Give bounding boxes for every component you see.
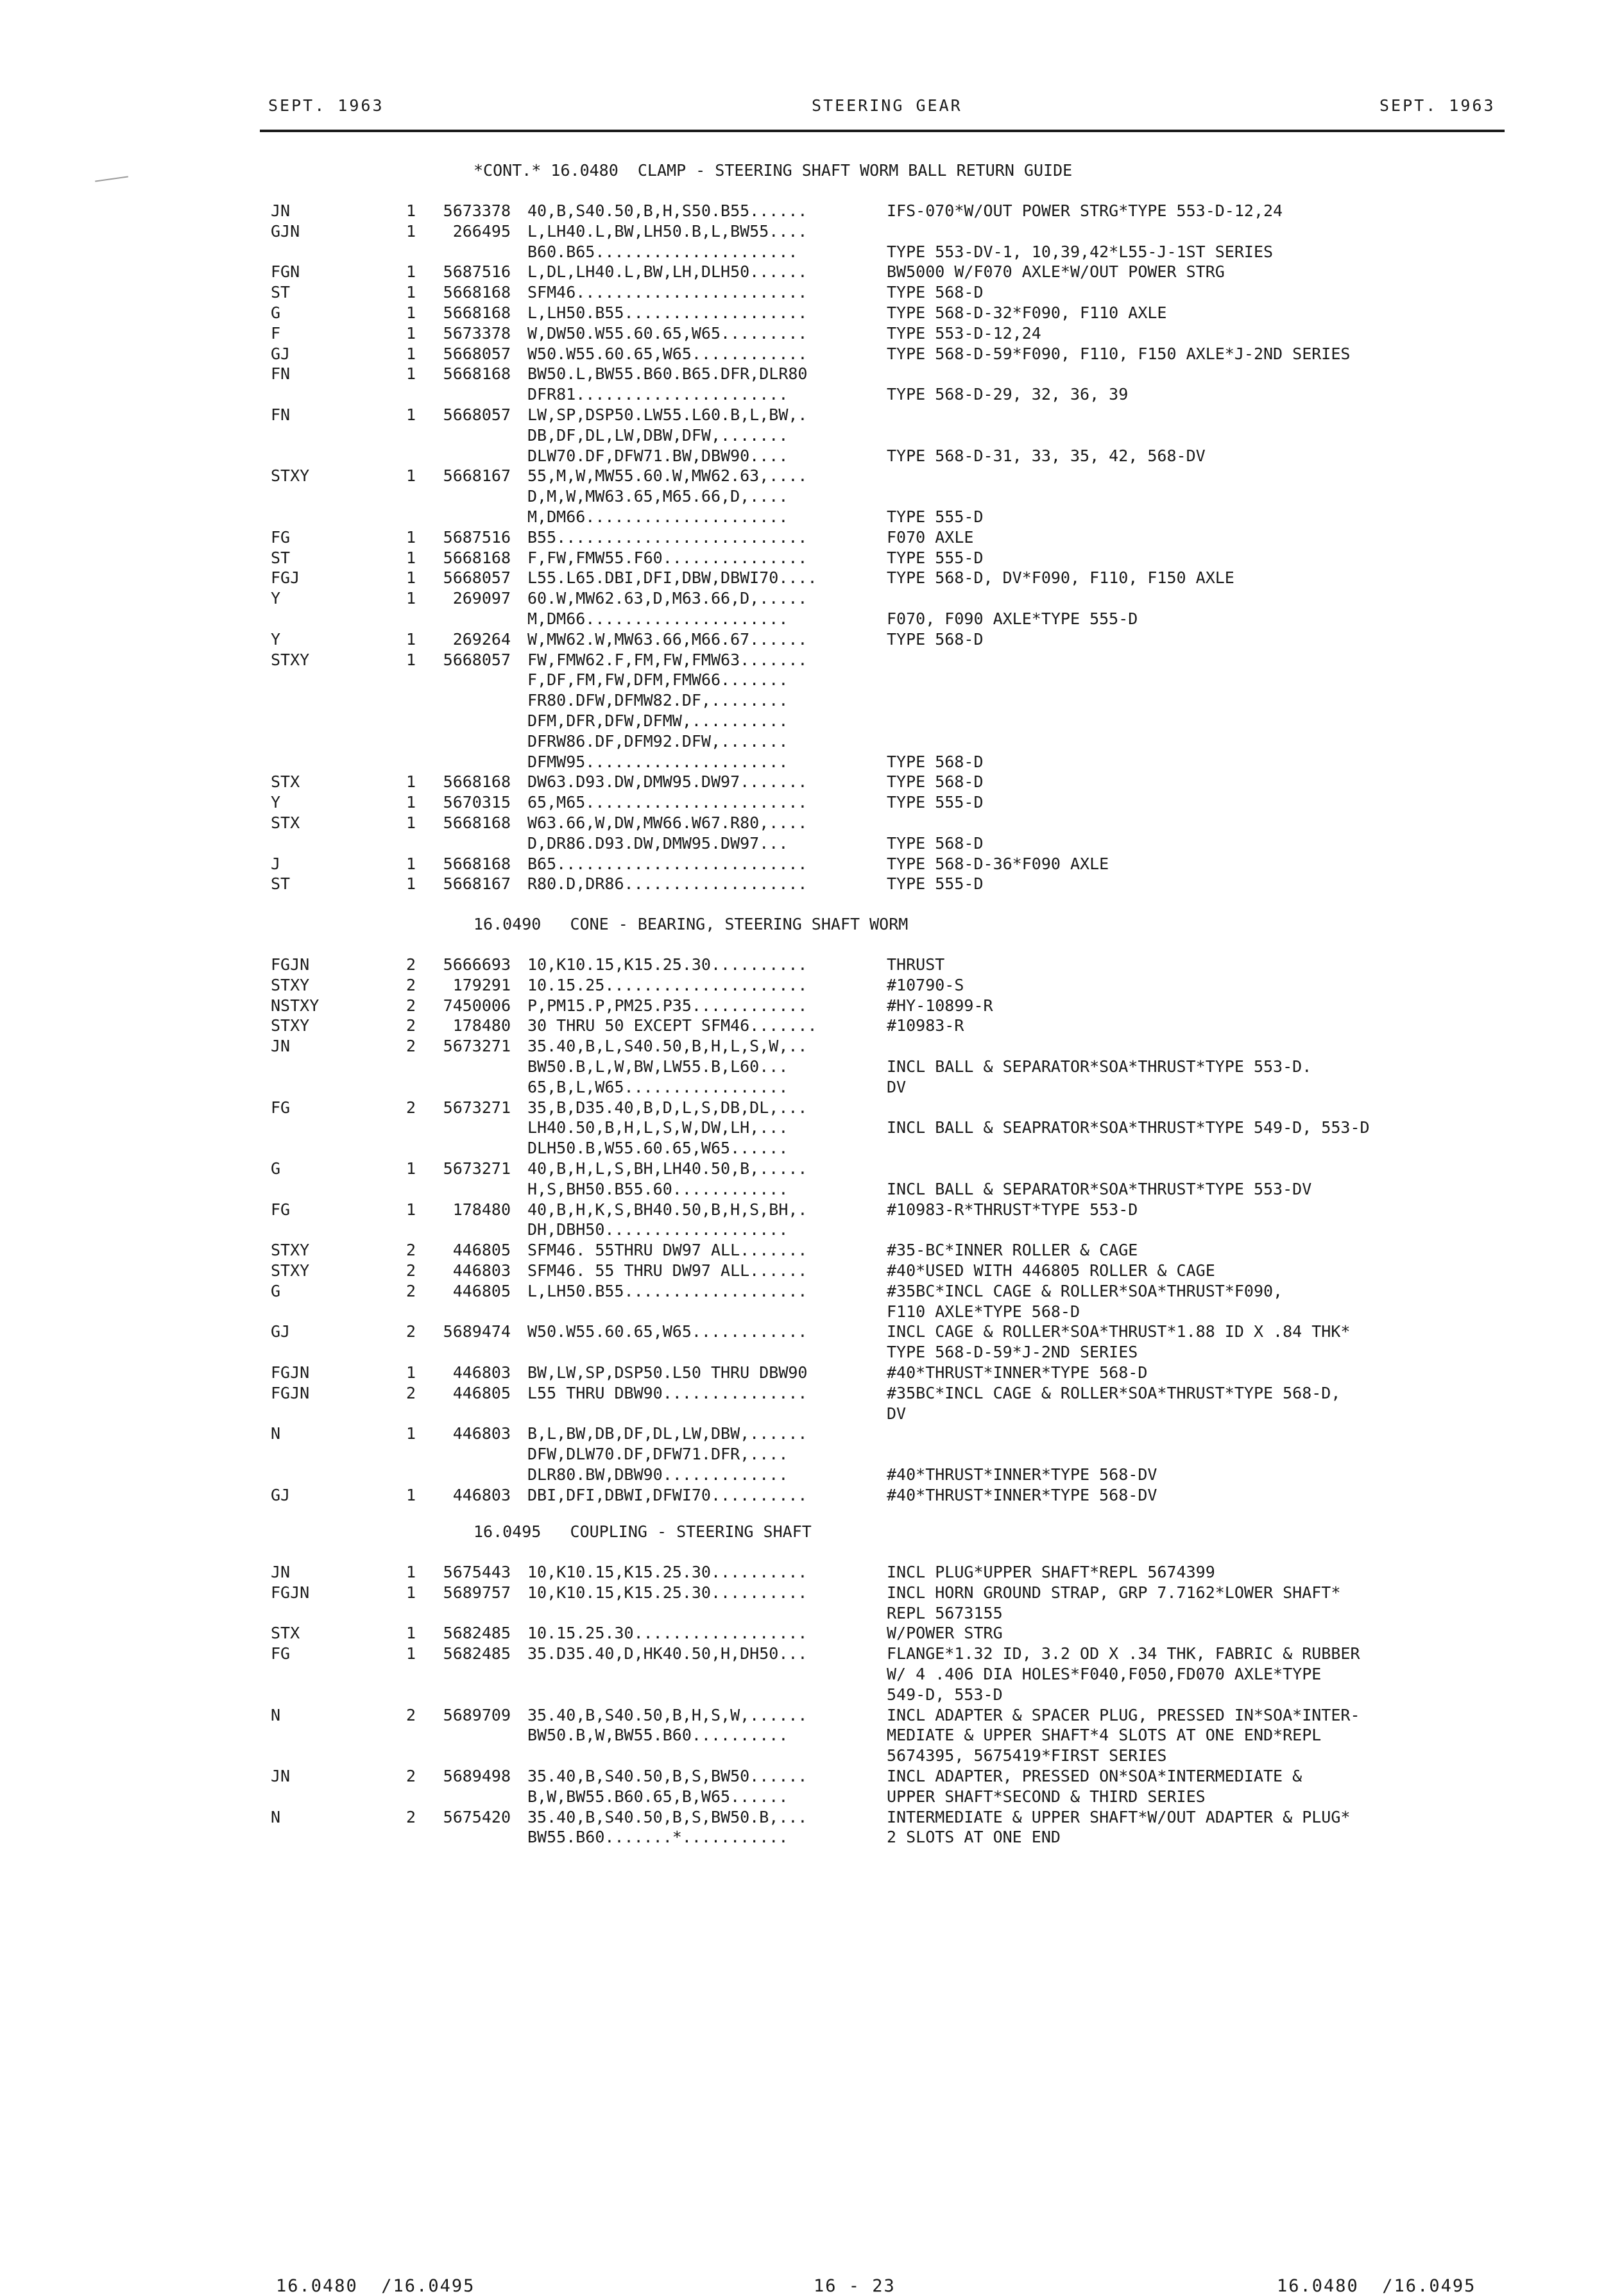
- row-description: INTERMEDIATE & UPPER SHAFT*W/OUT ADAPTER & PLUG*: [887, 1807, 1351, 1826]
- row-application: DFMW95.....................: [527, 752, 789, 771]
- row-application: LH40.50,B,H,L,S,W,DW,LH,...: [527, 1118, 789, 1137]
- row-application: FW,FMW62.F,FM,FW,FMW63.......: [527, 650, 808, 669]
- row-quantity: 1: [406, 1363, 416, 1382]
- row-application: 30 THRU 50 EXCEPT SFM46.......: [527, 1016, 817, 1035]
- row-model-code: FG: [271, 527, 291, 547]
- row-application: BW50.L,BW55.B60.B65.DFR,DLR80: [527, 364, 808, 384]
- row-application: 10,K10.15,K15.25.30..........: [527, 1563, 808, 1581]
- row-description: TYPE 553-D-12,24: [887, 323, 1041, 343]
- header-rule: [260, 130, 1505, 132]
- row-application: DFR81......................: [527, 385, 789, 404]
- row-description: TYPE 568-D: [887, 752, 984, 771]
- row-application: DFRW86.DF,DFM92.DFW,.......: [527, 731, 789, 751]
- row-quantity: 2: [406, 1705, 416, 1724]
- row-quantity: 2: [406, 1261, 416, 1280]
- row-quantity: 1: [406, 793, 416, 812]
- row-description: TYPE 555-D: [887, 793, 984, 812]
- row-part-number: 269097: [452, 589, 511, 608]
- row-description: TYPE 555-D: [887, 507, 984, 526]
- row-model-code: FGN: [271, 262, 300, 282]
- row-application: W50.W55.60.65,W65............: [527, 344, 808, 363]
- row-application: B,W,BW55.B60.65,B,W65......: [527, 1787, 789, 1806]
- row-application: 10,K10.15,K15.25.30..........: [527, 955, 808, 974]
- row-part-number: 5668167: [443, 874, 511, 894]
- row-model-code: STXY: [271, 650, 310, 669]
- row-part-number: 5668168: [443, 813, 511, 832]
- row-description: DV: [887, 1077, 907, 1096]
- row-description: TYPE 568-D: [887, 772, 984, 792]
- row-quantity: 1: [406, 466, 416, 486]
- row-description: BW5000 W/F070 AXLE*W/OUT POWER STRG: [887, 262, 1225, 282]
- row-application: 40,B,S40.50,B,H,S50.B55......: [527, 201, 808, 220]
- row-application: W,MW62.W,MW63.66,M66.67......: [527, 629, 808, 649]
- row-part-number: 5668057: [443, 568, 511, 588]
- row-description: MEDIATE & UPPER SHAFT*4 SLOTS AT ONE END*REPL: [887, 1726, 1322, 1745]
- row-model-code: FG: [271, 1644, 291, 1663]
- header-right-date: SEPT. 1963: [1379, 96, 1496, 115]
- row-model-code: FGJN: [271, 1383, 310, 1402]
- row-part-number: 5675420: [443, 1807, 511, 1826]
- row-part-number: 178480: [452, 1016, 511, 1035]
- row-description: INCL ADAPTER & SPACER PLUG, PRESSED IN*SOA*INTER-: [887, 1705, 1360, 1724]
- row-application: B60.B65.....................: [527, 242, 798, 261]
- row-part-number: 446803: [452, 1363, 511, 1382]
- row-quantity: 1: [406, 1424, 416, 1443]
- row-part-number: 266495: [452, 221, 511, 241]
- continuation-heading: *CONT.* 16.0480 CLAMP - STEERING SHAFT WORM BALL RETURN GUIDE: [474, 161, 1073, 180]
- row-application: DLH50.B,W55.60.65,W65......: [527, 1139, 789, 1158]
- row-model-code: ST: [271, 283, 291, 302]
- row-description: TYPE 568-D-36*F090 AXLE: [887, 854, 1109, 873]
- row-description: TYPE 568-D-32*F090, F110 AXLE: [887, 303, 1167, 322]
- row-description: 5674395, 5675419*FIRST SERIES: [887, 1746, 1167, 1765]
- row-quantity: 1: [406, 1485, 416, 1504]
- row-part-number: 5668167: [443, 466, 511, 486]
- row-description: INCL BALL & SEAPRATOR*SOA*THRUST*TYPE 549-D, 553-D: [887, 1118, 1370, 1137]
- row-description: #35BC*INCL CAGE & ROLLER*SOA*THRUST*F090,: [887, 1281, 1283, 1300]
- row-model-code: FG: [271, 1098, 291, 1117]
- row-quantity: 2: [406, 1383, 416, 1402]
- row-description: #35-BC*INNER ROLLER & CAGE: [887, 1241, 1138, 1260]
- header-left-date: SEPT. 1963: [268, 96, 384, 115]
- row-part-number: 5682485: [443, 1624, 511, 1643]
- row-application: D,M,W,MW63.65,M65.66,D,....: [527, 487, 789, 506]
- row-quantity: 1: [406, 1583, 416, 1602]
- row-model-code: N: [271, 1424, 281, 1443]
- row-part-number: 7450006: [443, 996, 511, 1015]
- row-application: L55 THRU DBW90...............: [527, 1383, 808, 1402]
- row-model-code: ST: [271, 874, 291, 894]
- row-description: TYPE 568-D, DV*F090, F110, F150 AXLE: [887, 568, 1234, 588]
- row-model-code: Y: [271, 793, 281, 812]
- header-title: STEERING GEAR: [812, 96, 962, 115]
- row-model-code: Y: [271, 629, 281, 649]
- row-application: L,DL,LH40.L,BW,LH,DLH50......: [527, 262, 808, 282]
- footer-left-range: 16.0480 /16.0495: [276, 2276, 475, 2296]
- row-application: SFM46. 55 THRU DW97 ALL......: [527, 1261, 808, 1280]
- row-quantity: 1: [406, 527, 416, 547]
- row-part-number: 178480: [452, 1200, 511, 1219]
- row-application: W,DW50.W55.60.65,W65.........: [527, 323, 808, 343]
- row-quantity: 1: [406, 1200, 416, 1219]
- row-description: TYPE 568-D-59*J-2ND SERIES: [887, 1343, 1138, 1362]
- row-description: INCL PLUG*UPPER SHAFT*REPL 5674399: [887, 1563, 1215, 1581]
- row-application: SFM46........................: [527, 283, 808, 302]
- row-description: TYPE 568-D: [887, 283, 984, 302]
- row-application: DW63.D93.DW,DMW95.DW97.......: [527, 772, 808, 792]
- row-part-number: 5670315: [443, 793, 511, 812]
- row-description: 2 SLOTS AT ONE END: [887, 1828, 1061, 1847]
- row-application: LW,SP,DSP50.LW55.L60.B,L,BW,.: [527, 405, 808, 424]
- row-quantity: 2: [406, 1807, 416, 1826]
- row-model-code: STX: [271, 1624, 300, 1643]
- row-part-number: 5673271: [443, 1159, 511, 1178]
- row-description: W/POWER STRG: [887, 1624, 1003, 1643]
- row-part-number: 5668168: [443, 283, 511, 302]
- row-description: #10790-S: [887, 975, 964, 994]
- row-quantity: 1: [406, 629, 416, 649]
- row-quantity: 1: [406, 854, 416, 873]
- section-title: 16.0490 CONE - BEARING, STEERING SHAFT WORM: [474, 915, 909, 933]
- row-model-code: GJ: [271, 1485, 291, 1504]
- row-application: B65..........................: [527, 854, 808, 873]
- row-description: TYPE 568-D-29, 32, 36, 39: [887, 385, 1129, 404]
- row-model-code: G: [271, 303, 281, 322]
- row-description: 549-D, 553-D: [887, 1685, 1003, 1704]
- row-part-number: 5687516: [443, 527, 511, 547]
- row-application: BW50.B,L,W,BW,LW55.B,L60...: [527, 1057, 789, 1076]
- row-application: DFW,DLW70.DF,DFW71.DFR,....: [527, 1445, 789, 1464]
- row-model-code: JN: [271, 1767, 291, 1785]
- row-part-number: 5666693: [443, 955, 511, 974]
- row-description: TYPE 555-D: [887, 548, 984, 567]
- row-application: DH,DBH50...................: [527, 1220, 789, 1239]
- row-quantity: 2: [406, 1098, 416, 1117]
- row-application: BW,LW,SP,DSP50.L50 THRU DBW90: [527, 1363, 808, 1382]
- row-description: TYPE 555-D: [887, 874, 984, 894]
- row-quantity: 1: [406, 283, 416, 302]
- row-part-number: 5668168: [443, 854, 511, 873]
- row-quantity: 1: [406, 221, 416, 241]
- row-part-number: 5673378: [443, 323, 511, 343]
- row-application: 35.40,B,S40.50,B,S,BW50......: [527, 1767, 808, 1785]
- row-quantity: 1: [406, 405, 416, 424]
- row-application: R80.D,DR86...................: [527, 874, 808, 894]
- row-part-number: 5673271: [443, 1037, 511, 1056]
- row-application: P,PM15.P,PM25.P35............: [527, 996, 808, 1015]
- row-application: F,DF,FM,FW,DFM,FMW66.......: [527, 670, 789, 690]
- row-application: 65,M65.......................: [527, 793, 808, 812]
- row-description: UPPER SHAFT*SECOND & THIRD SERIES: [887, 1787, 1206, 1806]
- row-quantity: 1: [406, 568, 416, 588]
- row-application: DBI,DFI,DBWI,DFWI70..........: [527, 1485, 808, 1504]
- row-model-code: STXY: [271, 975, 310, 994]
- row-application: M,DM66.....................: [527, 507, 789, 526]
- row-part-number: 446803: [452, 1424, 511, 1443]
- row-description: #10983-R: [887, 1016, 964, 1035]
- row-model-code: F: [271, 323, 281, 343]
- row-application: 40,B,H,L,S,BH,LH40.50,B,.....: [527, 1159, 808, 1178]
- row-model-code: JN: [271, 1037, 291, 1056]
- row-description: TYPE 568-D-59*F090, F110, F150 AXLE*J-2ND SERIES: [887, 344, 1351, 363]
- row-quantity: 1: [406, 303, 416, 322]
- row-description: TYPE 568-D: [887, 833, 984, 853]
- row-quantity: 1: [406, 772, 416, 792]
- row-quantity: 2: [406, 955, 416, 974]
- row-application: L,LH50.B55...................: [527, 303, 808, 322]
- row-part-number: 5689498: [443, 1767, 511, 1785]
- row-description: #40*USED WITH 446805 ROLLER & CAGE: [887, 1261, 1215, 1280]
- row-application: B,L,BW,DB,DF,DL,LW,DBW,......: [527, 1424, 808, 1443]
- row-description: #HY-10899-R: [887, 996, 993, 1015]
- row-description: #40*THRUST*INNER*TYPE 568-DV: [887, 1485, 1157, 1504]
- row-part-number: 5689709: [443, 1705, 511, 1724]
- row-model-code: ST: [271, 548, 291, 567]
- footer-right-range: 16.0480 /16.0495: [1277, 2276, 1476, 2296]
- row-quantity: 1: [406, 262, 416, 282]
- row-application: DFM,DFR,DFW,DFMW,..........: [527, 711, 789, 730]
- row-application: 35.40,B,S40.50,B,S,BW50.B,...: [527, 1807, 808, 1826]
- row-model-code: Y: [271, 589, 281, 608]
- row-model-code: STXY: [271, 466, 310, 486]
- row-model-code: GJ: [271, 1322, 291, 1341]
- row-description: INCL HORN GROUND STRAP, GRP 7.7162*LOWER SHAFT*: [887, 1583, 1341, 1602]
- row-application: DLW70.DF,DFW71.BW,DBW90....: [527, 446, 789, 465]
- row-description: IFS-070*W/OUT POWER STRG*TYPE 553-D-12,24: [887, 201, 1283, 220]
- row-application: L55.L65.DBI,DFI,DBW,DBWI70....: [527, 568, 817, 588]
- row-description: #40*THRUST*INNER*TYPE 568-D: [887, 1363, 1148, 1382]
- row-quantity: 1: [406, 344, 416, 363]
- row-model-code: NSTXY: [271, 996, 320, 1015]
- footer-page-number: 16 - 23: [814, 2276, 896, 2296]
- row-part-number: 5668168: [443, 364, 511, 384]
- row-part-number: 446805: [452, 1241, 511, 1260]
- row-model-code: G: [271, 1281, 281, 1300]
- row-application: W63.66,W,DW,MW66.W67.R80,....: [527, 813, 808, 832]
- row-application: 10,K10.15,K15.25.30..........: [527, 1583, 808, 1602]
- row-description: F070 AXLE: [887, 527, 974, 547]
- row-quantity: 2: [406, 1241, 416, 1260]
- row-application: 60.W,MW62.63,D,M63.66,D,.....: [527, 589, 808, 608]
- row-model-code: FG: [271, 1200, 291, 1219]
- row-application: SFM46. 55THRU DW97 ALL.......: [527, 1241, 808, 1260]
- row-quantity: 1: [406, 874, 416, 894]
- row-quantity: 1: [406, 548, 416, 567]
- row-quantity: 2: [406, 1767, 416, 1785]
- row-description: INCL ADAPTER, PRESSED ON*SOA*INTERMEDIATE &: [887, 1767, 1302, 1785]
- margin-mark: [95, 176, 128, 182]
- row-part-number: 5668057: [443, 405, 511, 424]
- row-model-code: JN: [271, 201, 291, 220]
- row-model-code: STXY: [271, 1261, 310, 1280]
- row-description: THRUST: [887, 955, 945, 974]
- row-description: #40*THRUST*INNER*TYPE 568-DV: [887, 1465, 1157, 1484]
- row-part-number: 5668168: [443, 548, 511, 567]
- section-title: 16.0495 COUPLING - STEERING SHAFT: [474, 1522, 812, 1541]
- row-model-code: N: [271, 1705, 281, 1724]
- row-description: TYPE 553-DV-1, 10,39,42*L55-J-1ST SERIES: [887, 242, 1274, 261]
- row-part-number: 5682485: [443, 1644, 511, 1663]
- row-model-code: G: [271, 1159, 281, 1178]
- row-part-number: 179291: [452, 975, 511, 994]
- row-application: 55,M,W,MW55.60.W,MW62.63,....: [527, 466, 808, 486]
- row-application: H,S,BH50.B55.60............: [527, 1179, 789, 1198]
- row-quantity: 1: [406, 323, 416, 343]
- row-part-number: 446805: [452, 1383, 511, 1402]
- row-description: REPL 5673155: [887, 1603, 1003, 1622]
- row-quantity: 2: [406, 996, 416, 1015]
- row-model-code: FGJN: [271, 955, 310, 974]
- row-description: FLANGE*1.32 ID, 3.2 OD X .34 THK, FABRIC & RUBBER: [887, 1644, 1360, 1663]
- row-application: L,LH50.B55...................: [527, 1281, 808, 1300]
- row-quantity: 1: [406, 1563, 416, 1581]
- row-model-code: J: [271, 854, 281, 873]
- row-part-number: 269264: [452, 629, 511, 649]
- row-application: DB,DF,DL,LW,DBW,DFW,.......: [527, 425, 789, 445]
- row-part-number: 5673271: [443, 1098, 511, 1117]
- row-model-code: FGJ: [271, 568, 300, 588]
- row-model-code: STXY: [271, 1241, 310, 1260]
- row-description: TYPE 568-D-31, 33, 35, 42, 568-DV: [887, 446, 1206, 465]
- row-quantity: 2: [406, 1037, 416, 1056]
- row-application: 10.15.25.30..................: [527, 1624, 808, 1643]
- row-quantity: 2: [406, 975, 416, 994]
- row-description: #35BC*INCL CAGE & ROLLER*SOA*THRUST*TYPE 568-D,: [887, 1383, 1341, 1402]
- row-application: 35.D35.40,D,HK40.50,H,DH50...: [527, 1644, 808, 1663]
- row-part-number: 5687516: [443, 262, 511, 282]
- row-model-code: STXY: [271, 1016, 310, 1035]
- row-application: 65,B,L,W65.................: [527, 1077, 789, 1096]
- row-description: TYPE 568-D: [887, 629, 984, 649]
- row-quantity: 1: [406, 1624, 416, 1643]
- row-application: L,LH40.L,BW,LH50.B,L,BW55....: [527, 221, 808, 241]
- row-part-number: 446805: [452, 1281, 511, 1300]
- row-quantity: 1: [406, 1644, 416, 1663]
- row-part-number: 5668168: [443, 772, 511, 792]
- row-application: D,DR86.D93.DW,DMW95.DW97...: [527, 833, 789, 853]
- row-quantity: 1: [406, 813, 416, 832]
- row-part-number: 5689757: [443, 1583, 511, 1602]
- row-model-code: FN: [271, 364, 291, 384]
- row-application: 35.40,B,L,S40.50,B,H,L,S,W,..: [527, 1037, 808, 1056]
- row-model-code: FGJN: [271, 1363, 310, 1382]
- row-model-code: JN: [271, 1563, 291, 1581]
- row-part-number: 5673378: [443, 201, 511, 220]
- row-application: 35.40,B,S40.50,B,H,S,W,......: [527, 1705, 808, 1724]
- row-application: M,DM66.....................: [527, 609, 789, 628]
- row-quantity: 1: [406, 1159, 416, 1178]
- row-quantity: 1: [406, 589, 416, 608]
- row-application: B55..........................: [527, 527, 808, 547]
- row-application: FR80.DFW,DFMW82.DF,........: [527, 691, 789, 710]
- row-model-code: FN: [271, 405, 291, 424]
- row-part-number: 446803: [452, 1485, 511, 1504]
- row-description: INCL BALL & SEPARATOR*SOA*THRUST*TYPE 553-D.: [887, 1057, 1312, 1076]
- row-model-code: GJN: [271, 221, 300, 241]
- row-description: INCL BALL & SEPARATOR*SOA*THRUST*TYPE 553-DV: [887, 1179, 1312, 1198]
- row-description: DV: [887, 1404, 907, 1423]
- row-quantity: 1: [406, 201, 416, 220]
- row-description: F110 AXLE*TYPE 568-D: [887, 1302, 1080, 1321]
- row-application: DLR80.BW,DBW90.............: [527, 1465, 789, 1484]
- row-part-number: 5668057: [443, 344, 511, 363]
- row-model-code: STX: [271, 813, 300, 832]
- row-application: 10.15.25.....................: [527, 975, 808, 994]
- row-quantity: 2: [406, 1281, 416, 1300]
- row-application: BW50.B,W,BW55.B60..........: [527, 1726, 789, 1745]
- row-model-code: FGJN: [271, 1583, 310, 1602]
- row-part-number: 5668168: [443, 303, 511, 322]
- row-part-number: 5675443: [443, 1563, 511, 1581]
- row-part-number: 446803: [452, 1261, 511, 1280]
- row-description: #10983-R*THRUST*TYPE 553-D: [887, 1200, 1138, 1219]
- row-quantity: 2: [406, 1322, 416, 1341]
- row-description: W/ 4 .406 DIA HOLES*F040,F050,FD070 AXLE*TYPE: [887, 1665, 1322, 1683]
- row-quantity: 2: [406, 1016, 416, 1035]
- row-application: BW55.B60.......*...........: [527, 1828, 789, 1847]
- row-application: 35,B,D35.40,B,D,L,S,DB,DL,...: [527, 1098, 808, 1117]
- row-application: F,FW,FMW55.F60...............: [527, 548, 808, 567]
- row-model-code: GJ: [271, 344, 291, 363]
- row-part-number: 5668057: [443, 650, 511, 669]
- row-quantity: 1: [406, 364, 416, 384]
- row-description: INCL CAGE & ROLLER*SOA*THRUST*1.88 ID X .84 THK*: [887, 1322, 1351, 1341]
- row-model-code: N: [271, 1807, 281, 1826]
- row-model-code: STX: [271, 772, 300, 792]
- row-application: 40,B,H,K,S,BH40.50,B,H,S,BH,.: [527, 1200, 808, 1219]
- row-description: F070, F090 AXLE*TYPE 555-D: [887, 609, 1138, 628]
- row-quantity: 1: [406, 650, 416, 669]
- row-part-number: 5689474: [443, 1322, 511, 1341]
- row-application: W50.W55.60.65,W65............: [527, 1322, 808, 1341]
